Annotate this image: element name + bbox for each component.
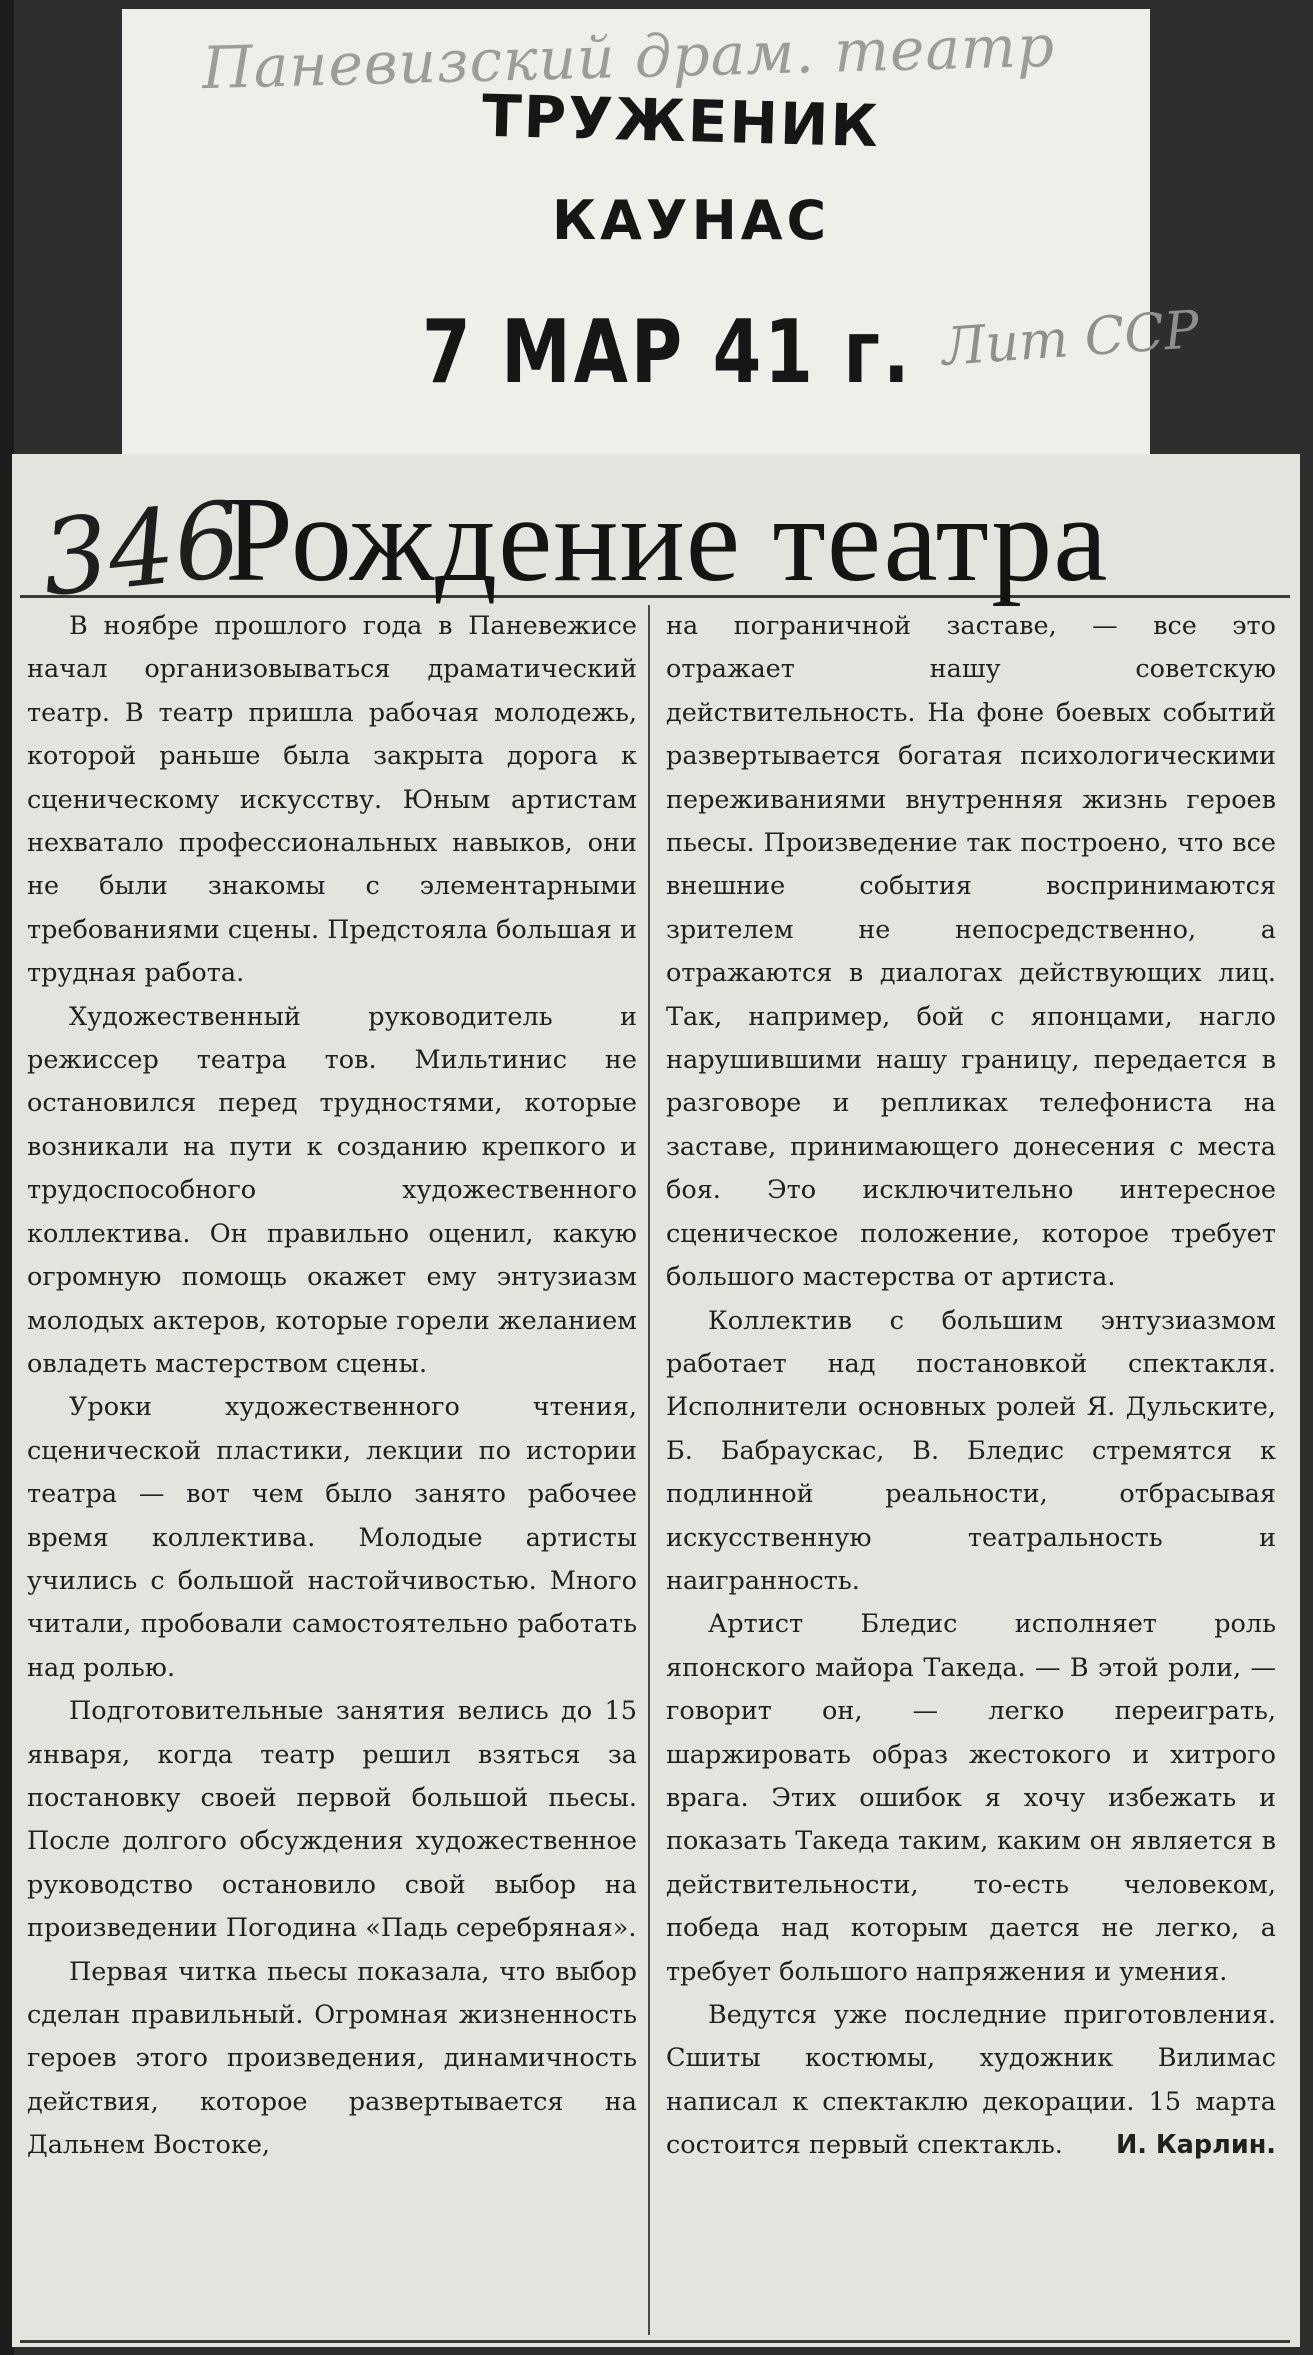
paragraph: В ноябре прошлого года в Паневежисе начал организовываться драматический театр. В театр пришла рабочая молодежь, которой раньше была закрыта дорога к сценическому искусству. Юным артистам нехватало профессиональных навыков, они не были знакомы с элементарными требованиями сцены. Предстояла большая и трудная работа. [27,611,637,989]
handwritten-note-right: Лит ССР [940,300,1202,378]
handwritten-note-top: Паневизский драм. театр [201,11,1056,103]
article-title: Рождение театра [225,472,1109,607]
paragraph: Первая читка пьесы показала, что выбор сделан правильный. Огромная жизненность героев этого произведения, динамичность действия, которое развертывается на Дальнем Востоке, [27,1956,637,2161]
bottom-rule [20,2340,1290,2343]
paragraph: Художественный руководитель и режиссер театра тов. Мильтинис не остановился перед трудностями, которые возникали на пути к созданию крепкого и трудоспособного художественного коллектива. Он правильно оценил, какую огромную помощь окажет ему энтузиазм молодых актеров, которые горели желанием овладеть мастерством сцены. [27,1001,637,1379]
stamp-date: 7 МАР 41 г. [422,300,913,404]
handwritten-folio-number: 346 [36,477,247,621]
paragraph [666,1994,1276,2168]
paragraph: на пограничной заставе, — все это отражает нашу советскую действительность. На фоне боевых событий развертывается богатая психологическими переживаниями внутренняя жизнь героев пьесы. Произведение так построено, что все внешние события воспринимаются зрителем не непосредственно, а отражаются в диалогах действующих лиц. Так, например, бой с японцами, нагло нарушившими нашу границу, передается в разговоре и репликах телефониста на заставе, принимающего донесения с места боя. Это исключительно интересное сценическое положение, которое требует большого мастерства от артиста. [666,611,1276,1293]
stamp-city: КАУНАС [552,189,831,252]
paragraph: Уроки художественного чтения, сценической пластики, лекции по истории театра — вот чем было занято рабочее время коллектива. Молодые артисты учились с большой настойчивостью. Много читали, пробовали самостоятельно работать над ролью. [27,1392,637,1683]
paragraph: Подготовительные занятия велись до 15 января, когда театр решил взяться за постановку своей первой большой пьесы. После долгого обсуждения художественное руководство остановило свой выбор на произведении Погодина «Падь серебряная». [27,1696,637,1944]
column-divider [648,605,650,2335]
author-byline: И. Карлин. [1115,2130,1276,2161]
stamp-newspaper-name: ТРУЖЕНИК [481,81,881,161]
article-column-left [27,605,637,2325]
article-column-right [666,605,1276,2325]
paragraph: Коллектив с большим энтузиазмом работает над постановкой спектакля. Исполнители основных ролей Я. Дульските, Б. Бабраускас, В. Бледис стремятся к подлинной реальности, отбрасывая искусственную театральность и наигранность. [666,1305,1276,1596]
stamp-slip [122,9,1202,464]
paragraph-text: Ведутся уже последние приготовления. Сшиты костюмы, художник Вилимас написал к спектаклю декорации. 15 марта состоится первый спектакль. [666,2000,1276,2161]
paragraph: Артист Бледис исполняет роль японского майора Такеда. — В этой роли, — говорит он, — легко переиграть, шаржировать образ жестокого и хитрого врага. Этих ошибок я хочу избежать и показать Такеда таким, каким он является в действительности, то-есть человеком, победа над которым дается не легко, а требует большого напряжения и умения. [666,1609,1276,1987]
